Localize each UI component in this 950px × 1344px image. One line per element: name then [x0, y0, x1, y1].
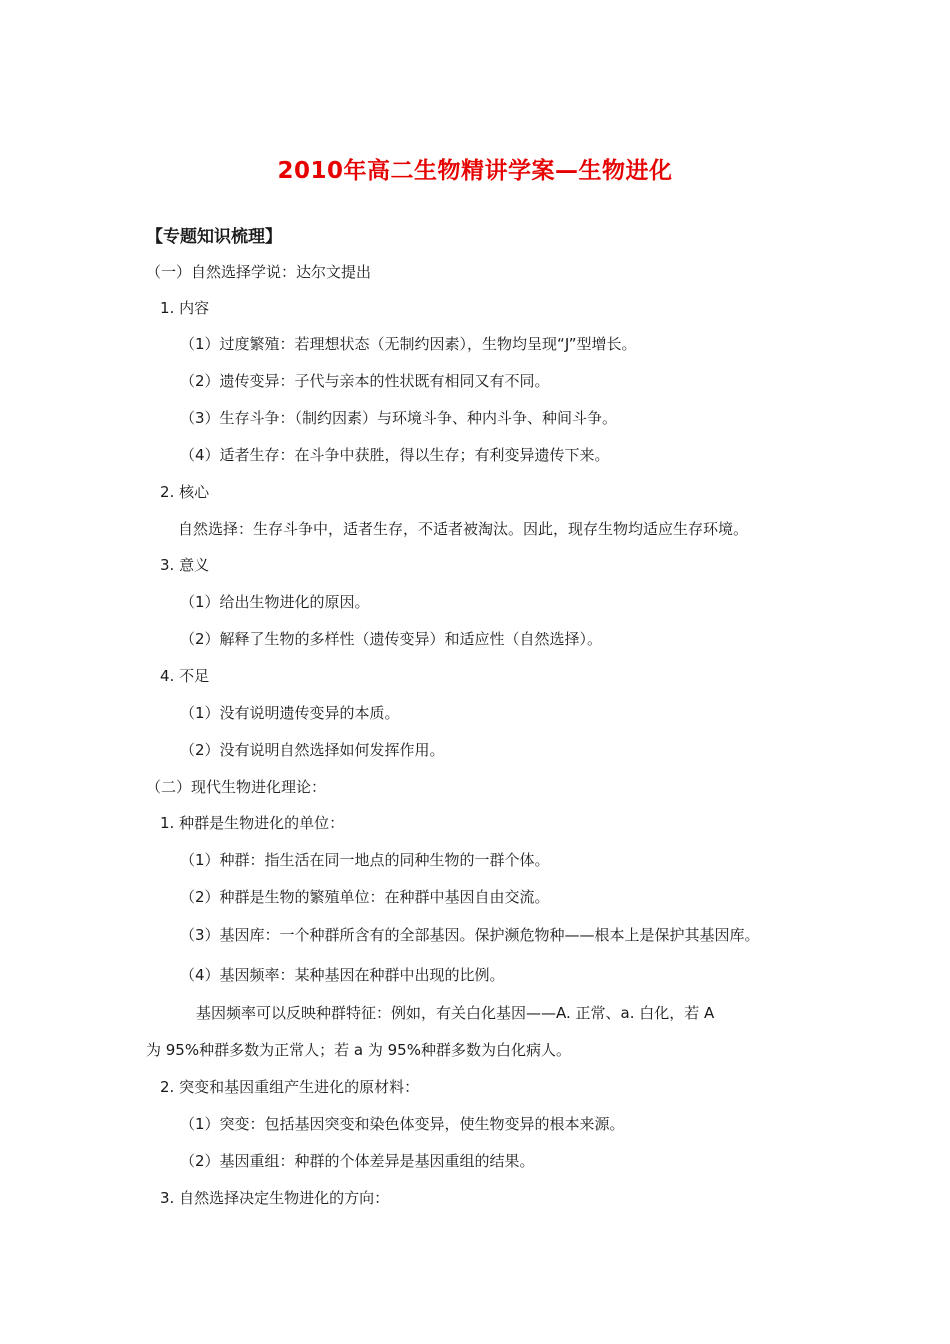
text-line: （1）种群：指生活在同一地点的同种生物的一群个体。 [180, 851, 550, 869]
text-line: 1. 种群是生物进化的单位： [160, 814, 345, 832]
document-title: 2010年高二生物精讲学案—生物进化 [277, 158, 673, 184]
text-line: （1）没有说明遗传变异的本质。 [180, 704, 400, 722]
text-line: （2）没有说明自然选择如何发挥作用。 [180, 741, 445, 759]
text-line: （3）基因库：一个种群所含有的全部基因。保护濒危物种——根本上是保护其基因库。 [180, 926, 760, 944]
text-line: （4）适者生存：在斗争中获胜，得以生存；有利变异遗传下来。 [180, 446, 610, 464]
text-line: 2. 核心 [160, 483, 210, 501]
text-line: 1. 内容 [160, 299, 210, 317]
text-line: 3. 自然选择决定生物进化的方向： [160, 1189, 390, 1207]
text-line: 基因频率可以反映种群特征：例如，有关白化基因——A. 正常、a. 白化，若 A [196, 1004, 715, 1022]
text-line: （2）解释了生物的多样性（遗传变异）和适应性（自然选择）。 [180, 630, 603, 648]
text-line: 自然选择：生存斗争中，适者生存，不适者被淘汰。因此，现存生物均适应生存环境。 [178, 520, 749, 538]
text-line: （1）给出生物进化的原因。 [180, 593, 370, 611]
text-line: （2）种群是生物的繁殖单位：在种群中基因自由交流。 [180, 888, 550, 906]
text-line: 为 95%种群多数为正常人；若 a 为 95%种群多数为白化病人。 [146, 1041, 571, 1059]
text-line: （3）生存斗争：（制约因素）与环境斗争、种内斗争、种间斗争。 [180, 409, 618, 427]
section-heading: 【专题知识梳理】 [146, 227, 282, 247]
text-line: （1）突变：包括基因突变和染色体变异，使生物变异的根本来源。 [180, 1115, 625, 1133]
text-line: （二）现代生物进化理论： [146, 778, 327, 796]
text-line: （2）基因重组：种群的个体差异是基因重组的结果。 [180, 1152, 535, 1170]
text-line: （4）基因频率：某种基因在种群中出现的比例。 [180, 966, 505, 984]
text-line: （2）遗传变异：子代与亲本的性状既有相同又有不同。 [180, 372, 550, 390]
text-line: 2. 突变和基因重组产生进化的原材料： [160, 1078, 420, 1096]
text-line: 3. 意义 [160, 556, 210, 574]
text-line: （一）自然选择学说：达尔文提出 [146, 263, 372, 281]
text-line: 4. 不足 [160, 667, 210, 685]
text-line: （1）过度繁殖：若理想状态（无制约因素），生物均呈现“J”型增长。 [180, 335, 637, 353]
